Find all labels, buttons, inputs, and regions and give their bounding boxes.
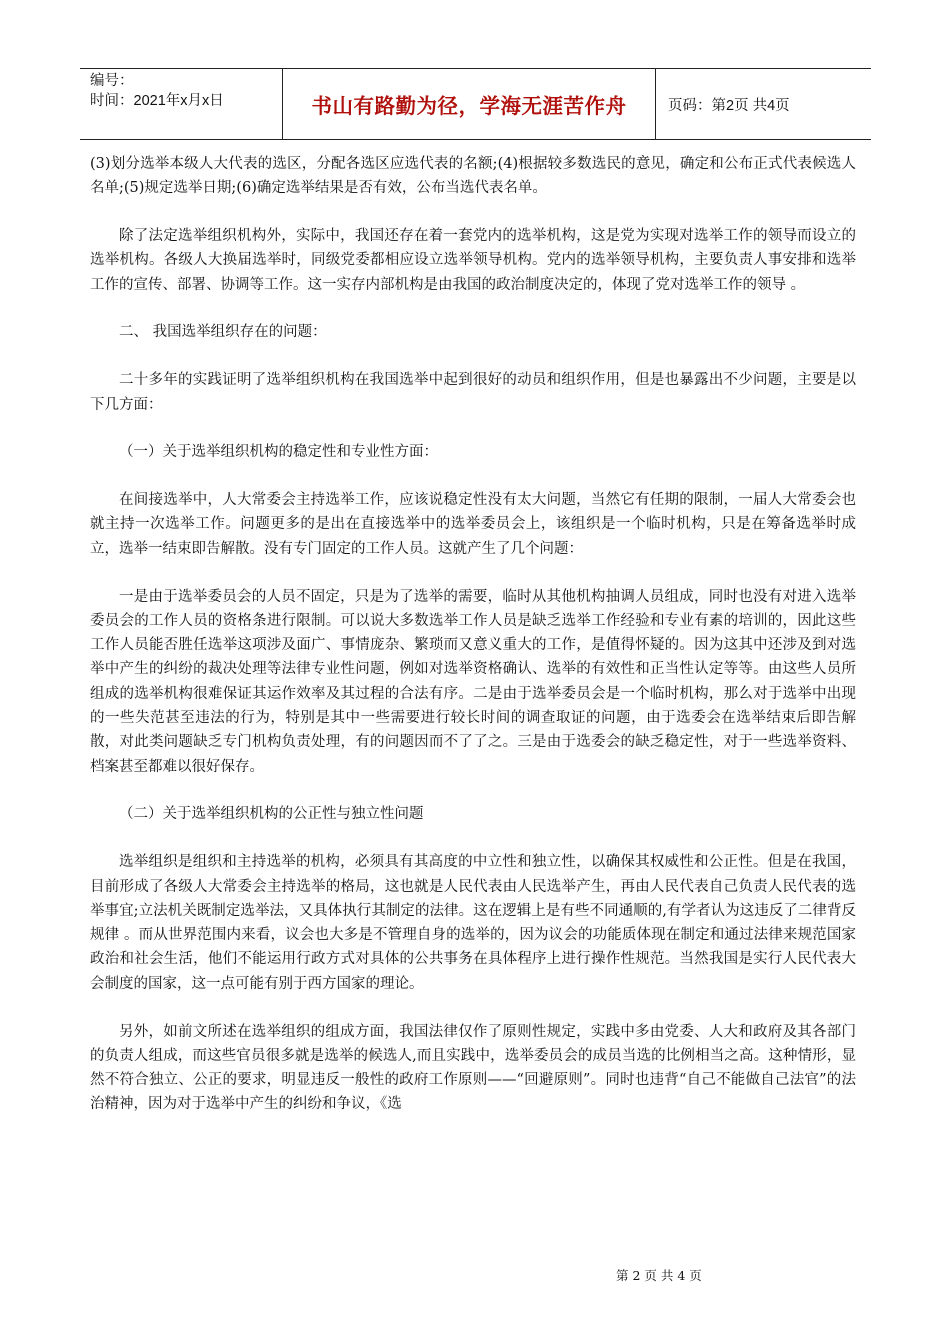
header-meta	[80, 69, 283, 139]
document-number-label: 编号：	[90, 73, 134, 89]
paragraph-6: 选举组织是组织和主持选举的机构，必须具有其高度的中立性和独立性，以确保其权威性和公正性。但是在我国，目前形成了各级人大常委会主持选举的格局，这也就是人民代表由人民选举产生，再由人民代表自己负责人民代表的选举事宜;立法机关既制定选举法，又具体执行其制定的法律。这在逻辑上是有些不同通顺的,有学者认为这违反了二律背反规律 。而从世界范围内来看，议会也大多是不管理自身的选举的，因为议会的功能质体现在制定和通过法律来规范国家政治和社会生活，他们不能运用行政方式对具体的公共事务在具体程序上进行操作性规范。当然我国是实行人民代表大会制度的国家，这一点可能有别于西方国家的理论。	[90, 854, 856, 992]
paragraph-2: 除了法定选举组织机构外，实际中，我国还存在着一套党内的选举机构，这是党为实现对选举工作的领导而设立的选举机构。各级人大换届选举时，同级党委都相应设立选举领导机构。党内的选举领导机构，主要负责人事安排和选举工作的宣传、部署、协调等工作。这一实存内部机构是由我国的政治制度决定的，体现了党对选举工作的领导 。	[90, 228, 856, 293]
section-heading-2: 二、 我国选举组织存在的问题：	[119, 324, 327, 341]
subsection-heading-1: （一）关于选举组织机构的稳定性和专业性方面：	[119, 444, 438, 461]
document-body	[90, 152, 856, 1140]
paragraph-4: 在间接选举中，人大常委会主持选举工作，应该说稳定性没有太大问题，当然它有任期的限制，一届人大常委会也就主持一次选举工作。问题更多的是出在直接选举中的选举委员会上，该组织是一个临时机构，只是在筹备选举时成立，选举一结束即告解散。没有专门固定的工作人员。这就产生了几个问题：	[90, 492, 856, 557]
header-motto: 书山有路勤为径，学海无涯苦作舟	[283, 69, 656, 139]
paragraph-7: 另外，如前文所述在选举组织的组成方面，我国法律仅作了原则性规定，实践中多由党委、人大和政府及其各部门的负责人组成，而这些官员很多就是选举的候选人,而且实践中，选举委员会的成员当选的比例相当之高。这种情形，显然不符合独立、公正的要求，明显违反一般性的政府工作原则——“回避原则”。同时也违背“自己不能做自己法官”的法治精神，因为对于选举中产生的纠纷和争议，《选	[90, 1023, 856, 1113]
paragraph-5: 一是由于选举委员会的人员不固定，只是为了选举的需要，临时从其他机构抽调人员组成，同时也没有对进入选举委员会的工作人员的资格条进行限制。可以说大多数选举工作人员是缺乏选举工作经验和专业有素的培训的，因此这些工作人员能否胜任选举这项涉及面广、事情庞杂、繁琐而又意义重大的工作，是值得怀疑的。因为这其中还涉及到对选举中产生的纠纷的裁决处理等法律专业性问题，例如对选举资格确认、选举的有效性和正当性认定等等。由这些人员所组成的选举机构很难保证其运作效率及其过程的合法有序。二是由于选举委员会是一个临时机构，那么对于选举中出现的一些失范甚至违法的行为，特别是其中一些需要进行较长时间的调查取证的问题，由于选委会在选举结束后即告解散，对此类问题缺乏专门机构负责处理，有的问题因而不了了之。三是由于选委会的缺乏稳定性，对于一些选举资料、档案甚至都难以很好保存。	[90, 588, 856, 775]
paragraph-1: (3)划分选举本级人大代表的选区，分配各选区应选代表的名额;(4)根据较多数选民的意见，确定和公布正式代表候选人名单;(5)规定选举日期;(6)确定选举结果是否有效，公布当选代表名单。	[90, 156, 856, 197]
footer-page-number: 第 2 页 共 4 页	[616, 1268, 702, 1283]
subsection-heading-2: （二）关于选举组织机构的公正性与独立性问题	[119, 806, 424, 823]
paragraph-3: 二十多年的实践证明了选举组织机构在我国选举中起到很好的动员和组织作用，但是也暴露出不少问题，主要是以下几方面：	[90, 372, 856, 413]
header-page-info: 页码：第2页 共4页	[668, 97, 790, 114]
document-time-label: 时间：2021年x月x日	[90, 93, 224, 109]
page-header	[80, 68, 871, 140]
